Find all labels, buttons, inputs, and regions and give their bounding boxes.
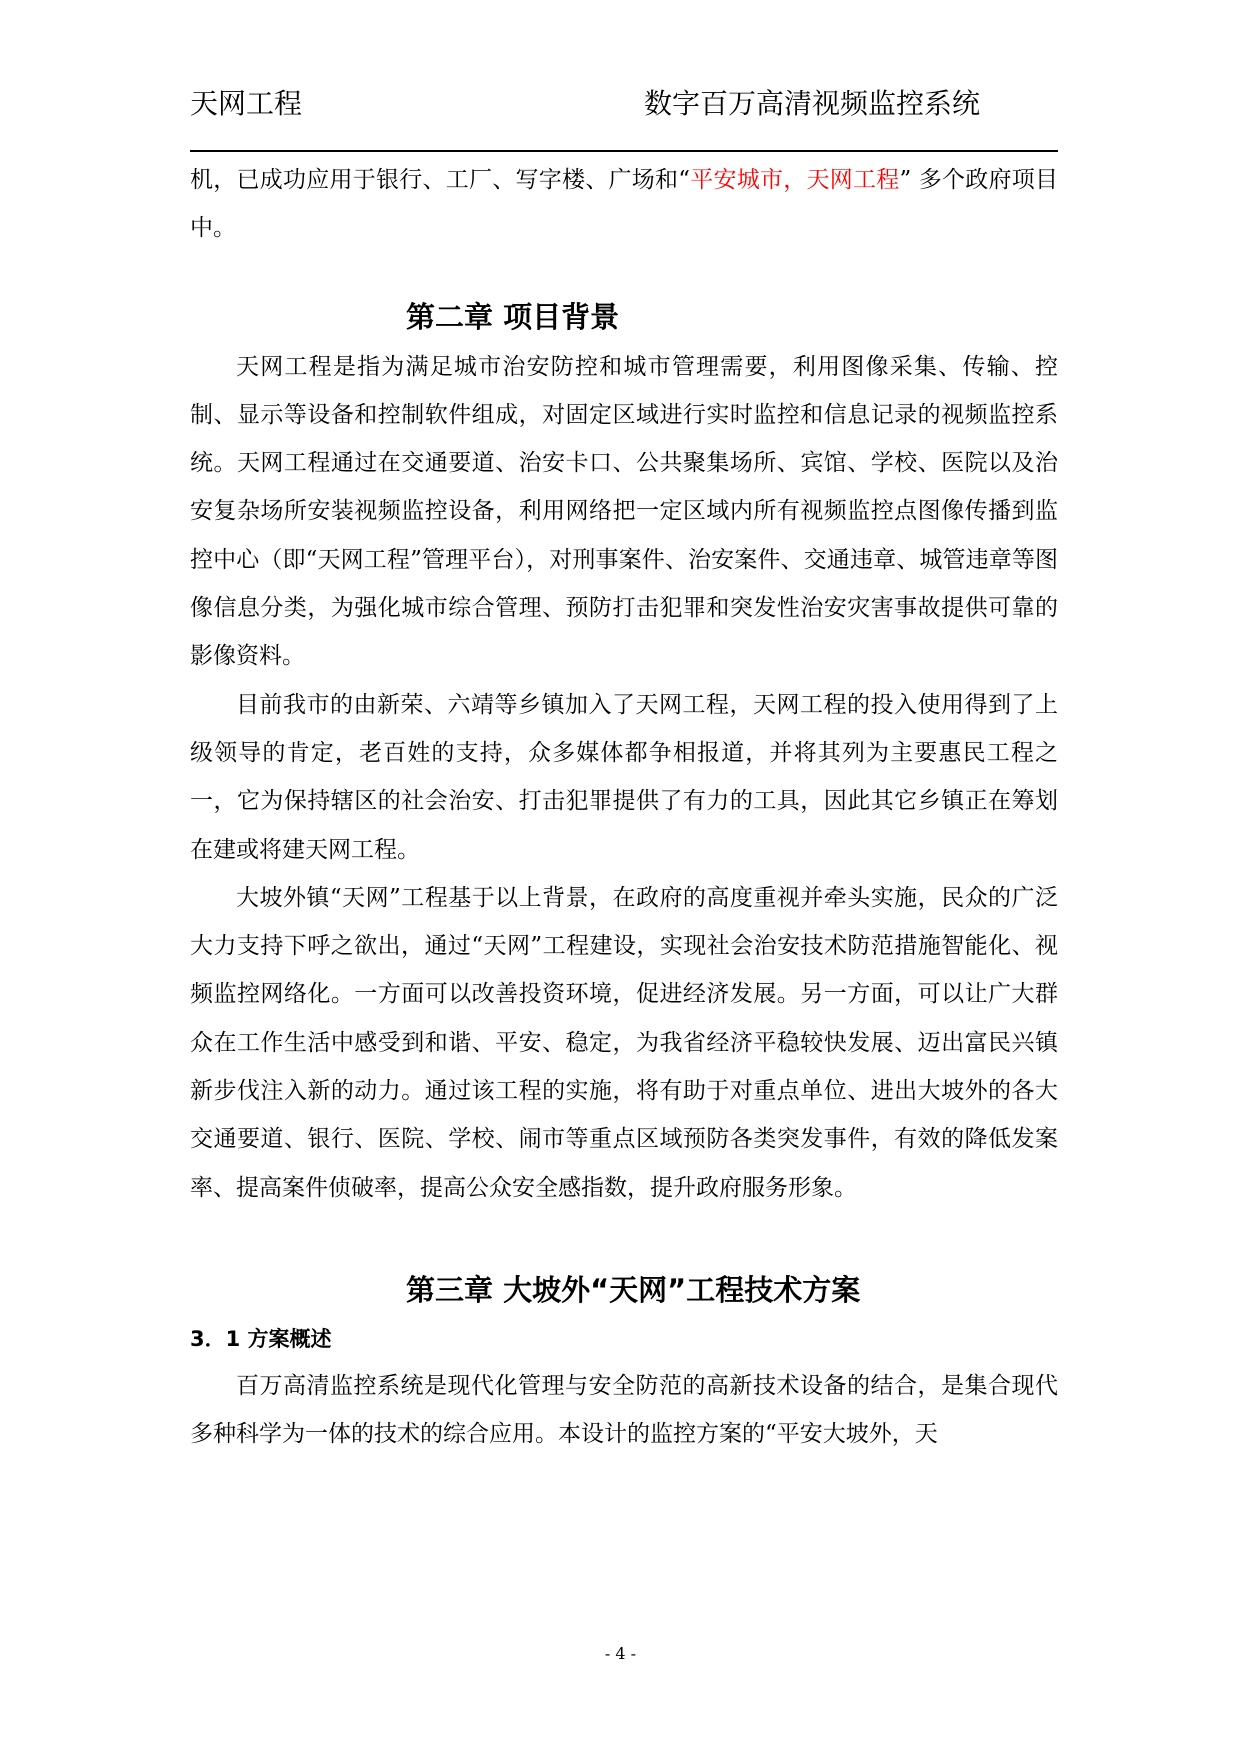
header-right-title: 数字百万高清视频监控系统 <box>643 87 980 120</box>
intro-text-before: 机，已成功应用于银行、工厂、写字楼、广场和“ <box>190 167 690 193</box>
section-3-1-paragraph: 百万高清监控系统是现代化管理与安全防范的高新技术设备的结合，是集合现代多种科学为一体的技术的综合应用。本设计的监控方案的“平安大坡外，天 <box>190 1372 1058 1448</box>
intro-highlight: 平安城市，天网工程 <box>689 167 900 193</box>
intro-text-after: ” 多个政府项目中。 <box>190 167 1059 242</box>
header-left-title: 天网工程 <box>190 87 303 120</box>
chapter-2-paragraph: 目前我市的由新荣、六靖等乡镇加入了天网工程，天网工程的投入使用得到了上级领导的肯定，老百姓的支持，众多媒体都争相报道，并将其列为主要惠民工程之一，它为保持辖区的社会治安、打击犯罪提供了有力的工具，因此其它乡镇正在筹划在建或将建天网工程。 <box>190 691 1058 863</box>
page-number: - 4 - <box>604 1644 637 1663</box>
section-3-1-title: 3．1 方案概述 <box>190 1326 332 1351</box>
chapter-2-paragraph: 大坡外镇“天网”工程基于以上背景，在政府的高度重视并牵头实施，民众的广泛大力支持下呼之欲出，通过“天网”工程建设，实现社会治安技术防范措施智能化、视频监控网络化。一方面可以改善投资环境，促进经济发展。另一方面，可以让广大群众在工作生活中感受到和谐、平安、稳定，为我省经济平稳较快发展、迈出富民兴镇新步伐注入新的动力。通过该工程的实施，将有助于对重点单位、进出大坡外的各大交通要道、银行、医院、学校、闹市等重点区域预防各类突发事件，有效的降低发案率、提高案件侦破率，提高公众安全感指数，提升政府服务形象。 <box>190 884 1058 1201</box>
chapter-2-paragraph: 天网工程是指为满足城市治安防控和城市管理需要，利用图像采集、传输、控制、显示等设备和控制软件组成，对固定区域进行实时监控和信息记录的视频监控系统。天网工程通过在交通要道、治安卡口、公共聚集场所、宾馆、学校、医院以及治安复杂场所安装视频监控设备，利用网络把一定区域内所有视频监控点图像传播到监控中心（即“天网工程”管理平台），对刑事案件、治安案件、交通违章、城管违章等图像信息分类，为强化城市综合管理、预防打击犯罪和突发性治安灾害事故提供可靠的影像资料。 <box>190 353 1058 670</box>
page-header <box>190 86 1058 152</box>
chapter-2-title: 第二章 项目背景 <box>406 299 620 334</box>
intro-paragraph <box>190 156 1058 253</box>
chapter-3-title: 第三章 大坡外“天网”工程技术方案 <box>406 1272 861 1307</box>
document-body <box>190 156 1058 1459</box>
